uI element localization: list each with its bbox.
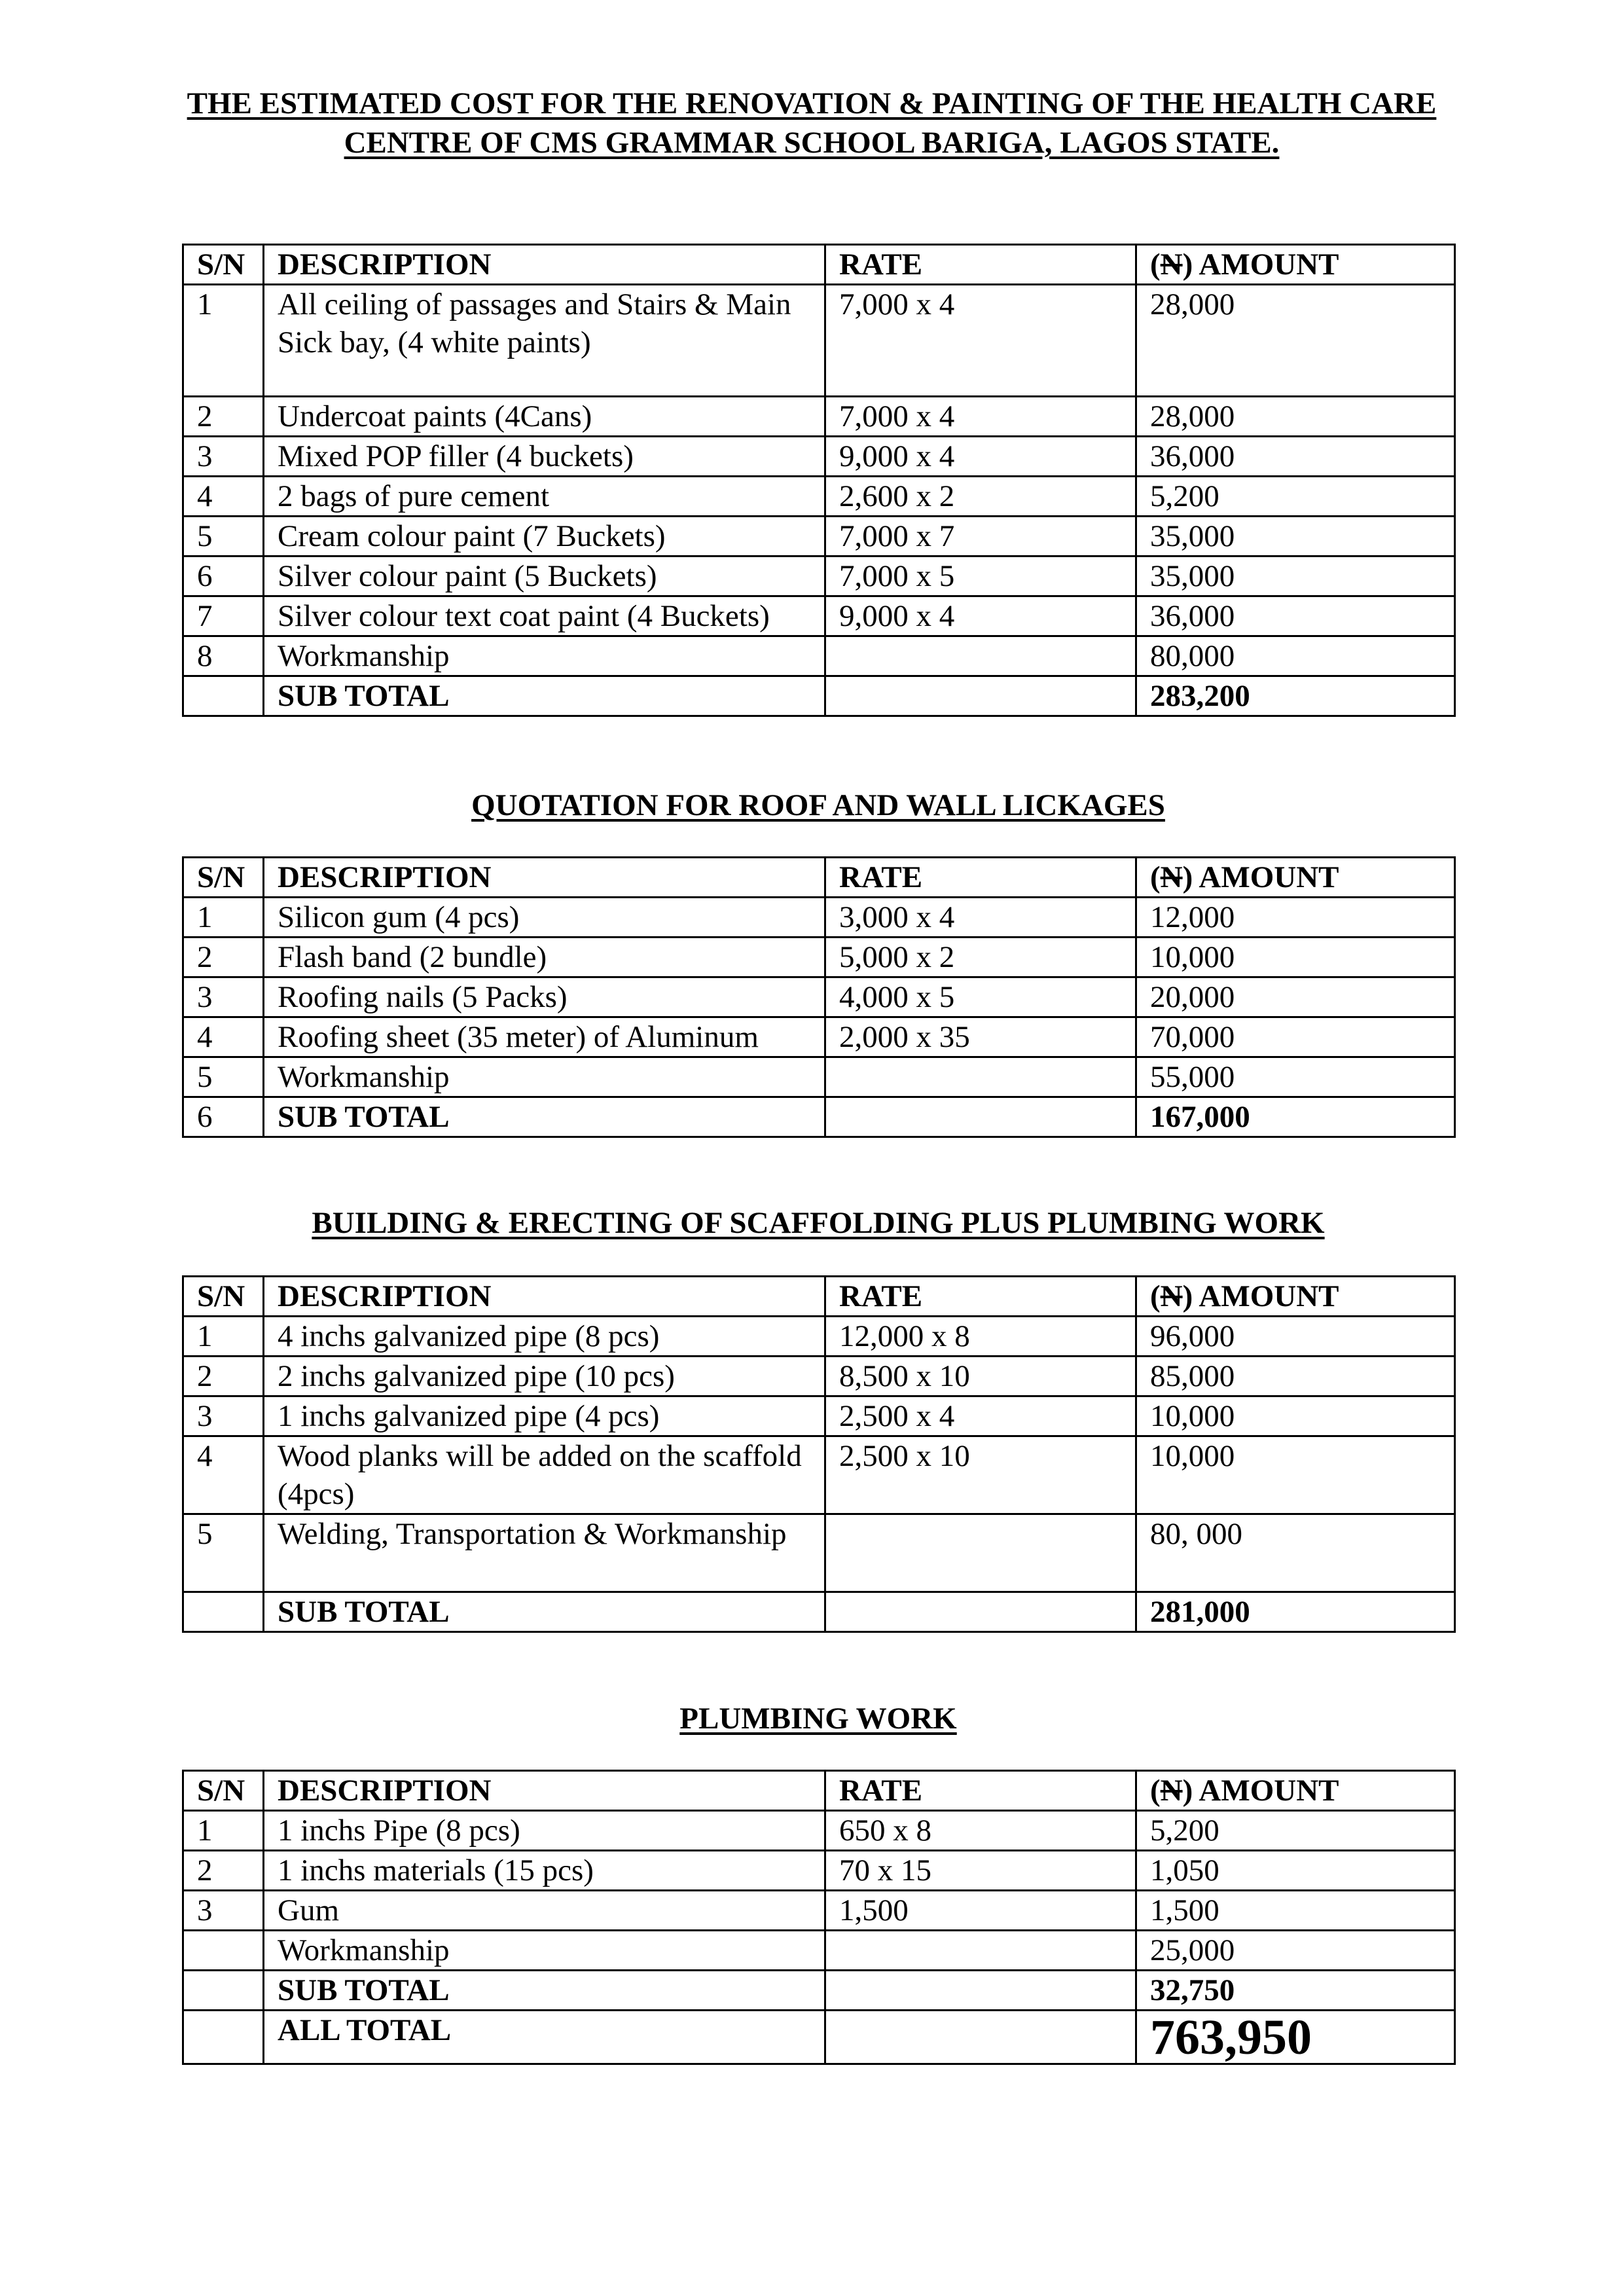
table-row (183, 938, 1455, 977)
row-amount: 20,000 (1136, 977, 1455, 1017)
section-heading-plumbing: PLUMBING WORK (679, 1702, 957, 1736)
row-rate: 7,000 x 4 (825, 397, 1136, 437)
row-sn: 2 (183, 938, 264, 977)
table-row (183, 285, 1455, 397)
row-rate (825, 1931, 1136, 1971)
subtotal-label: SUB TOTAL (264, 1097, 825, 1137)
table-row (183, 1396, 1455, 1436)
amount-header: (N) AMOUNT (1136, 1277, 1455, 1317)
naira-symbol: N (1160, 247, 1183, 282)
row-amount: 25,000 (1136, 1931, 1455, 1971)
table-row (183, 477, 1455, 517)
row-amount: 36,000 (1136, 596, 1455, 636)
naira-symbol: N (1160, 1774, 1183, 1808)
row-sn (183, 1971, 264, 2011)
subtotal-row (183, 676, 1455, 716)
row-description: Roofing sheet (35 meter) of Aluminum (264, 1017, 825, 1057)
rate-header: RATE (825, 858, 1136, 898)
subtotal-row (183, 1097, 1455, 1137)
row-description: Workmanship (264, 1931, 825, 1971)
row-sn: 3 (183, 437, 264, 477)
description-header: DESCRIPTION (264, 1277, 825, 1317)
row-rate: 4,000 x 5 (825, 977, 1136, 1017)
subtotal-label: SUB TOTAL (264, 1592, 825, 1632)
row-rate (825, 1057, 1136, 1097)
table-row (183, 1851, 1455, 1891)
row-description: Welding, Transportation & Workmanship (264, 1514, 825, 1592)
row-description: Mixed POP filler (4 buckets) (264, 437, 825, 477)
row-description: 2 bags of pure cement (264, 477, 825, 517)
row-description: Roofing nails (5 Packs) (264, 977, 825, 1017)
table-row (183, 1891, 1455, 1931)
row-amount: 5,200 (1136, 1811, 1455, 1851)
table-row (183, 596, 1455, 636)
row-amount: 10,000 (1136, 1396, 1455, 1436)
painting-cost-table (182, 244, 1456, 717)
row-rate (825, 636, 1136, 676)
row-amount: 1,050 (1136, 1851, 1455, 1891)
section-heading-scaffolding: BUILDING & ERECTING OF SCAFFOLDING PLUS PLUMBING WORK (312, 1206, 1325, 1240)
row-amount: 10,000 (1136, 1436, 1455, 1514)
row-sn (183, 1592, 264, 1632)
section-heading-roof: QUOTATION FOR ROOF AND WALL LICKAGES (471, 788, 1165, 822)
subtotal-row (183, 1592, 1455, 1632)
naira-symbol: N (1160, 860, 1183, 894)
row-sn: 6 (183, 556, 264, 596)
table-row (183, 1357, 1455, 1396)
row-description: Undercoat paints (4Cans) (264, 397, 825, 437)
row-amount: 80,000 (1136, 636, 1455, 676)
row-sn: 5 (183, 1057, 264, 1097)
table-row (183, 1057, 1455, 1097)
row-rate: 9,000 x 4 (825, 437, 1136, 477)
rate-header: RATE (825, 1277, 1136, 1317)
subtotal-label: SUB TOTAL (264, 676, 825, 716)
table-row (183, 898, 1455, 938)
table-row (183, 397, 1455, 437)
row-amount: 35,000 (1136, 556, 1455, 596)
subtotal-row (183, 1971, 1455, 2011)
row-amount: 1,500 (1136, 1891, 1455, 1931)
sn-header: S/N (183, 1771, 264, 1811)
table-header-row (183, 1277, 1455, 1317)
subtotal-amount: 281,000 (1136, 1592, 1455, 1632)
row-description: 1 inchs galvanized pipe (4 pcs) (264, 1396, 825, 1436)
table-row (183, 1514, 1455, 1592)
row-sn: 7 (183, 596, 264, 636)
row-sn: 1 (183, 285, 264, 397)
row-sn: 5 (183, 517, 264, 556)
row-rate: 2,000 x 35 (825, 1017, 1136, 1057)
subtotal-amount: 167,000 (1136, 1097, 1455, 1137)
scaffolding-table (182, 1275, 1456, 1633)
row-description: Silver colour paint (5 Buckets) (264, 556, 825, 596)
row-rate: 9,000 x 4 (825, 596, 1136, 636)
description-header: DESCRIPTION (264, 245, 825, 285)
grand-total-row (183, 2011, 1455, 2064)
row-sn: 4 (183, 1436, 264, 1514)
row-rate (825, 1097, 1136, 1137)
row-sn: 1 (183, 898, 264, 938)
row-amount: 55,000 (1136, 1057, 1455, 1097)
plumbing-table (182, 1770, 1456, 2065)
row-description: 1 inchs Pipe (8 pcs) (264, 1811, 825, 1851)
row-rate (825, 1592, 1136, 1632)
row-sn: 5 (183, 1514, 264, 1592)
row-amount: 28,000 (1136, 397, 1455, 437)
amount-header: (N) AMOUNT (1136, 1771, 1455, 1811)
table-row (183, 1317, 1455, 1357)
table-header-row (183, 858, 1455, 898)
row-rate: 7,000 x 5 (825, 556, 1136, 596)
row-rate (825, 1514, 1136, 1592)
row-rate (825, 1971, 1136, 2011)
grand-total-label: ALL TOTAL (264, 2011, 825, 2064)
row-description: All ceiling of passages and Stairs & Main Sick bay, (4 white paints) (264, 285, 825, 397)
grand-total-amount: 763,950 (1150, 2010, 1312, 2064)
table-header-row (183, 1771, 1455, 1811)
row-sn: 2 (183, 1357, 264, 1396)
row-rate: 12,000 x 8 (825, 1317, 1136, 1357)
row-sn: 3 (183, 977, 264, 1017)
document-title: THE ESTIMATED COST FOR THE RENOVATION & PAINTING OF THE HEALTH CARE CENTRE OF CMS GRAMMAR SCHOOL BARIGA, LAGOS STATE. (187, 86, 1437, 160)
row-amount: 12,000 (1136, 898, 1455, 938)
amount-header: (N) AMOUNT (1136, 858, 1455, 898)
row-amount: 96,000 (1136, 1317, 1455, 1357)
row-amount: 80, 000 (1136, 1514, 1455, 1592)
sn-header: S/N (183, 1277, 264, 1317)
subtotal-label: SUB TOTAL (264, 1971, 825, 2011)
row-description: Silicon gum (4 pcs) (264, 898, 825, 938)
rate-header: RATE (825, 1771, 1136, 1811)
row-sn (183, 2011, 264, 2064)
row-rate: 2,600 x 2 (825, 477, 1136, 517)
row-rate: 8,500 x 10 (825, 1357, 1136, 1396)
row-description: 2 inchs galvanized pipe (10 pcs) (264, 1357, 825, 1396)
row-description: Wood planks will be added on the scaffold (4pcs) (264, 1436, 825, 1514)
rate-header: RATE (825, 245, 1136, 285)
row-rate (825, 2011, 1136, 2064)
subtotal-amount: 283,200 (1136, 676, 1455, 716)
row-amount: 70,000 (1136, 1017, 1455, 1057)
row-rate: 5,000 x 2 (825, 938, 1136, 977)
row-sn: 2 (183, 397, 264, 437)
amount-header: (N) AMOUNT (1136, 245, 1455, 285)
row-rate: 7,000 x 4 (825, 285, 1136, 397)
naira-symbol: N (1160, 1279, 1183, 1313)
table-row (183, 1931, 1455, 1971)
row-sn: 4 (183, 1017, 264, 1057)
row-rate: 3,000 x 4 (825, 898, 1136, 938)
table-row (183, 1436, 1455, 1514)
row-rate: 2,500 x 4 (825, 1396, 1136, 1436)
roof-leakage-table (182, 856, 1456, 1138)
subtotal-amount: 32,750 (1136, 1971, 1455, 2011)
row-description: Cream colour paint (7 Buckets) (264, 517, 825, 556)
row-rate: 1,500 (825, 1891, 1136, 1931)
row-sn (183, 1931, 264, 1971)
row-rate: 650 x 8 (825, 1811, 1136, 1851)
table-header-row (183, 245, 1455, 285)
row-amount: 28,000 (1136, 285, 1455, 397)
row-rate: 70 x 15 (825, 1851, 1136, 1891)
row-amount: 10,000 (1136, 938, 1455, 977)
row-description: 4 inchs galvanized pipe (8 pcs) (264, 1317, 825, 1357)
row-sn: 3 (183, 1396, 264, 1436)
description-header: DESCRIPTION (264, 1771, 825, 1811)
table-row (183, 437, 1455, 477)
row-rate: 7,000 x 7 (825, 517, 1136, 556)
sn-header: S/N (183, 858, 264, 898)
row-description: Workmanship (264, 1057, 825, 1097)
row-rate (825, 676, 1136, 716)
row-rate: 2,500 x 10 (825, 1436, 1136, 1514)
row-description: Workmanship (264, 636, 825, 676)
description-header: DESCRIPTION (264, 858, 825, 898)
row-amount: 35,000 (1136, 517, 1455, 556)
table-row (183, 1017, 1455, 1057)
row-sn: 1 (183, 1317, 264, 1357)
row-amount: 36,000 (1136, 437, 1455, 477)
table-row (183, 636, 1455, 676)
table-row (183, 556, 1455, 596)
row-amount: 5,200 (1136, 477, 1455, 517)
row-sn: 2 (183, 1851, 264, 1891)
table-row (183, 977, 1455, 1017)
row-description: Flash band (2 bundle) (264, 938, 825, 977)
row-sn: 3 (183, 1891, 264, 1931)
row-sn: 6 (183, 1097, 264, 1137)
table-row (183, 517, 1455, 556)
table-row (183, 1811, 1455, 1851)
row-amount: 85,000 (1136, 1357, 1455, 1396)
row-description: Silver colour text coat paint (4 Buckets) (264, 596, 825, 636)
grand-total-cell (1136, 2011, 1455, 2064)
row-sn (183, 676, 264, 716)
row-sn: 1 (183, 1811, 264, 1851)
row-description: 1 inchs materials (15 pcs) (264, 1851, 825, 1891)
row-sn: 4 (183, 477, 264, 517)
row-description: Gum (264, 1891, 825, 1931)
sn-header: S/N (183, 245, 264, 285)
row-sn: 8 (183, 636, 264, 676)
